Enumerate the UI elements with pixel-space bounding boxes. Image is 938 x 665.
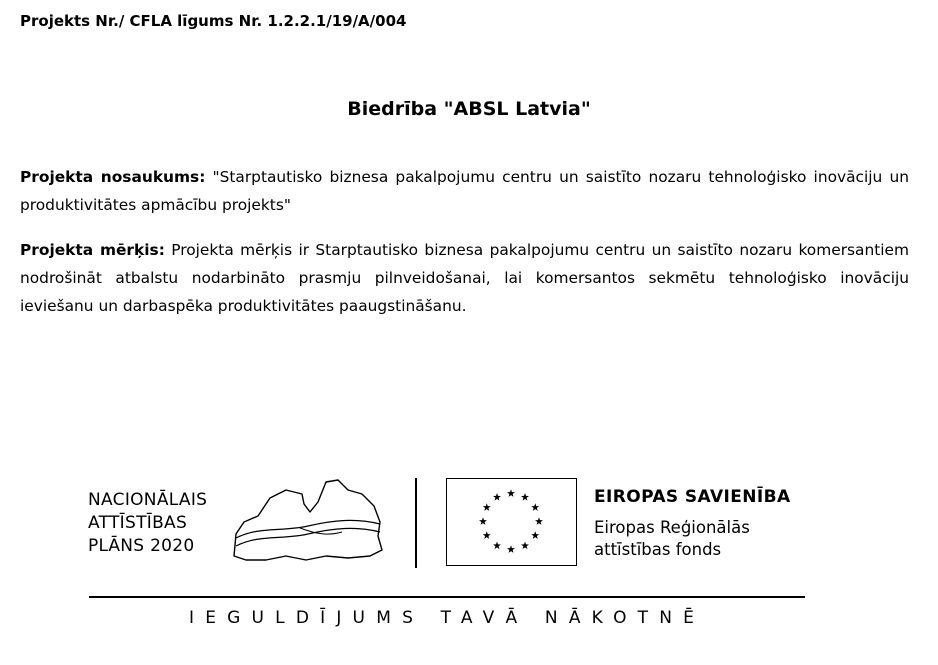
eu-title: EIROPAS SAVIENĪBA xyxy=(594,487,791,507)
eu-star xyxy=(493,493,501,501)
organization-title: Biedrība "ABSL Latvia" xyxy=(347,98,591,120)
eu-star xyxy=(531,503,539,511)
project-name-paragraph xyxy=(20,163,909,219)
nap-line-1: NACIONĀLAIS xyxy=(88,490,208,510)
nap-line-3: PLĀNS 2020 xyxy=(88,536,195,556)
eu-subtitle-line-1: Eiropas Reģionālās xyxy=(594,518,750,537)
eu-star xyxy=(535,517,543,525)
project-number: Projekts Nr./ CFLA līgums Nr. 1.2.2.1/19/A/004 xyxy=(20,12,407,30)
latvia-map-icon xyxy=(230,476,390,566)
project-name-label: Projekta nosaukums: xyxy=(20,168,206,186)
project-name-value: "Starptautisko biznesa pakalpojumu centru un saistīto nozaru tehnoloģisko inovāciju un produktivitātes apmācību projekts" xyxy=(20,168,909,214)
eu-flag-icon xyxy=(446,478,577,566)
eu-star xyxy=(507,489,515,497)
footer-rule xyxy=(89,596,805,598)
eu-star xyxy=(507,545,515,553)
eu-star xyxy=(531,531,539,539)
logo-divider xyxy=(415,478,417,568)
slogan: IEGULDĪJUMS TAVĀ NĀKOTNĒ xyxy=(189,608,706,628)
eu-star xyxy=(521,493,529,501)
eu-star xyxy=(493,542,501,550)
eu-star xyxy=(483,503,491,511)
eu-star xyxy=(479,517,487,525)
project-goal-value: Projekta mērķis ir Starptautisko biznesa pakalpojumu centru un saistīto nozaru komersantiem nodrošināt atbalstu nodarbināto prasmju pilnveidošanai, lai komersantos sekmētu tehnoloģisko inovāciju ieviešanu un darbaspēka produktivitātes paaugstināšanu. xyxy=(20,241,909,315)
eu-subtitle-line-2: attīstības fonds xyxy=(594,540,722,559)
nap-line-2: ATTĪSTĪBAS xyxy=(88,513,188,533)
nap-logo-text xyxy=(88,489,207,558)
project-goal-paragraph xyxy=(20,236,909,320)
project-goal-label: Projekta mērķis: xyxy=(20,241,165,259)
eu-star xyxy=(483,531,491,539)
eu-star xyxy=(521,542,529,550)
eu-stars xyxy=(447,479,575,564)
eu-fund-subtitle xyxy=(594,517,750,561)
